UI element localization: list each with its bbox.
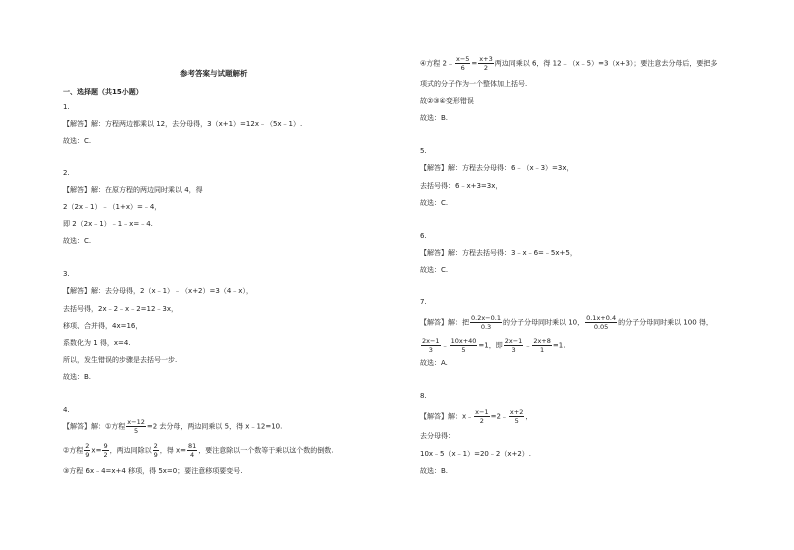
q8-num-1: x−1 [475,408,489,416]
question-4-line-c: ③方程 6x﹣4=x+4 移项，得 5x=0；要注意移项要变号. [63,467,243,475]
q4-b-den-3: 9 [153,451,158,459]
q4-b-den-2: 2 [103,451,108,459]
question-8-line-1 [420,408,532,425]
q7-den-2: 0.05 [593,323,609,331]
q7-prefix: 【解答】解：把 [420,318,469,327]
document-title: 参考答案与试题解析 [180,69,248,78]
q4-a-prefix: 【解答】解：①方程 [63,422,126,431]
q4-b-fraction-2 [102,442,108,459]
q7-op-1: ﹣ [441,341,449,350]
q7-den-3: 3 [428,346,433,354]
question-3-answer: 【解答】解：去分母得，2（x﹣1）﹣（x+2）=3（4﹣x）， [63,287,253,295]
q4-a-fraction [126,418,146,435]
question-8-step-2: 10x﹣5（x﹣1）=20﹣2（x+2）. [420,450,532,458]
question-4-line-d [420,55,717,72]
q4-a-suffix: =2 去分母，两边同乘以 5，得 x﹣12=10. [146,422,283,431]
question-8-choice: 故选：B. [420,467,449,475]
q4-b-den-1: 9 [85,451,90,459]
q4-b-mid-3: ，得 x= [159,446,186,455]
question-4-line-a [63,418,282,435]
question-2-answer: 【解答】解：在原方程的两边同时乘以 4，得 [63,186,203,194]
q8-den-2: 5 [514,417,519,425]
question-3-step-4: 所以，发生错误的步骤是去括号一步. [63,356,178,364]
question-7-line-2 [420,337,565,354]
question-2-step-2: 即 2（2x﹣1）﹣1﹣x=﹣4. [63,220,153,228]
section-heading: 一、选择题（共15小题） [63,88,143,96]
q7-num-2: 0.1x+0.4 [586,314,617,322]
q7-op-2: ﹣ [524,341,532,350]
q8-prefix: 【解答】解：x﹣ [420,412,474,421]
q7-num-4: 10x+40 [450,337,477,345]
q4-b-fraction-1 [84,442,90,459]
question-2-choice: 故选：C. [63,237,92,245]
q7-mid-3: =1，即 [478,341,503,350]
question-5-number: 5. [420,147,427,155]
q4-b-fraction-4 [187,442,197,459]
q8-num-2: x+2 [509,408,524,416]
q8-mid: =2﹣ [490,412,508,421]
q7-den-4: 5 [461,346,466,354]
q7-end: =1. [552,341,566,350]
question-1-choice: 故选：C. [63,137,92,145]
q7-fraction-5 [504,337,524,354]
q7-fraction-3 [421,337,441,354]
question-3-step-3: 系数化为 1 得，x=4. [63,339,131,347]
q4-b-num-2: 9 [103,442,108,450]
question-5-choice: 故选：C. [420,199,449,207]
q4-b-fraction-3 [153,442,159,459]
question-4-number: 4. [63,406,70,414]
q8-fraction-2 [509,408,524,425]
q4-d-fraction-1 [455,55,470,72]
question-6-choice: 故选：C. [420,266,449,274]
question-6-number: 6. [420,232,427,240]
q4-d-equals: = [471,59,478,68]
q7-mid-2: 的分子分母同时乘以 100 得， [618,318,713,327]
question-3-number: 3. [63,270,70,278]
question-8-step-1: 去分母得： [420,432,455,440]
question-6-answer: 【解答】解：方程去括号得：3﹣x﹣6=﹣5x+5， [420,249,577,257]
question-5-step-1: 去括号得：6﹣x+3=3x， [420,182,503,190]
question-4-d-line-3: 故②③④变形错误 [420,97,474,105]
question-3-step-1: 去括号得，2x﹣2﹣x﹣2=12﹣3x， [63,305,179,313]
q4-d-den-2: 2 [483,64,489,72]
q7-mid-1: 的分子分母同时乘以 10， [502,318,585,327]
q4-d-num-2: x+3 [479,55,493,63]
q4-b-prefix: ②方程 [63,446,84,455]
q7-fraction-1 [470,314,502,331]
q7-num-5: 2x−1 [504,337,523,345]
q8-suffix: ， [525,412,533,421]
question-4-choice: 故选：B. [420,114,449,122]
question-1-number: 1. [63,103,70,111]
q8-fraction-1 [474,408,489,425]
q4-b-num-4: 81 [187,442,197,450]
question-5-answer: 【解答】解：方程去分母得：6﹣（x﹣3）=3x， [420,164,574,172]
q4-b-mid-1: x= [91,446,102,455]
q4-d-prefix: ④方程 2﹣ [420,59,454,68]
q7-num-3: 2x−1 [422,337,440,345]
q7-num-1: 0.2x−0.1 [471,314,501,322]
question-1-answer: 【解答】解：方程两边都乘以 12，去分母得，3（x+1）=12x﹣（5x﹣1）. [63,120,303,128]
q4-d-suffix: 两边同乘以 6，得 12﹣（x﹣5）=3（x+3）；要注意去分母后，要把多 [494,59,718,68]
q4-d-num-1: x−5 [455,55,470,63]
q7-den-6: 1 [540,346,545,354]
q4-a-numerator: x−12 [127,418,145,426]
question-7-line-1 [420,314,713,331]
q7-fraction-6 [532,337,552,354]
q7-num-6: 2x+8 [533,337,551,345]
question-3-step-2: 移项、合并得，4x=16， [63,322,143,330]
question-7-choice: 故选：A. [420,359,448,367]
question-4-line-b [63,442,333,459]
question-7-number: 7. [420,298,427,306]
q7-fraction-2 [585,314,617,331]
q4-a-denominator: 5 [134,427,139,435]
question-4-d-line-2: 项式的分子作为一个整体加上括号. [420,80,528,88]
q4-b-den-4: 4 [190,451,195,459]
q4-b-suffix: ，要注意除以一个数等于乘以这个数的倒数. [198,446,334,455]
q7-den-1: 0.3 [480,323,492,331]
q4-d-fraction-2 [478,55,493,72]
question-2-number: 2. [63,169,70,177]
q4-d-den-1: 6 [460,64,465,72]
q7-fraction-4 [450,337,478,354]
q4-b-num-3: 2 [153,442,158,450]
q8-den-1: 2 [479,417,484,425]
q7-den-5: 3 [511,346,516,354]
q4-b-num-1: 2 [85,442,90,450]
question-2-step-1: 2（2x﹣1）﹣（1+x）=﹣4， [63,203,162,211]
question-8-number: 8. [420,392,427,400]
question-3-choice: 故选：B. [63,373,92,381]
q4-b-mid-2: ，两边同除以 [109,446,152,455]
